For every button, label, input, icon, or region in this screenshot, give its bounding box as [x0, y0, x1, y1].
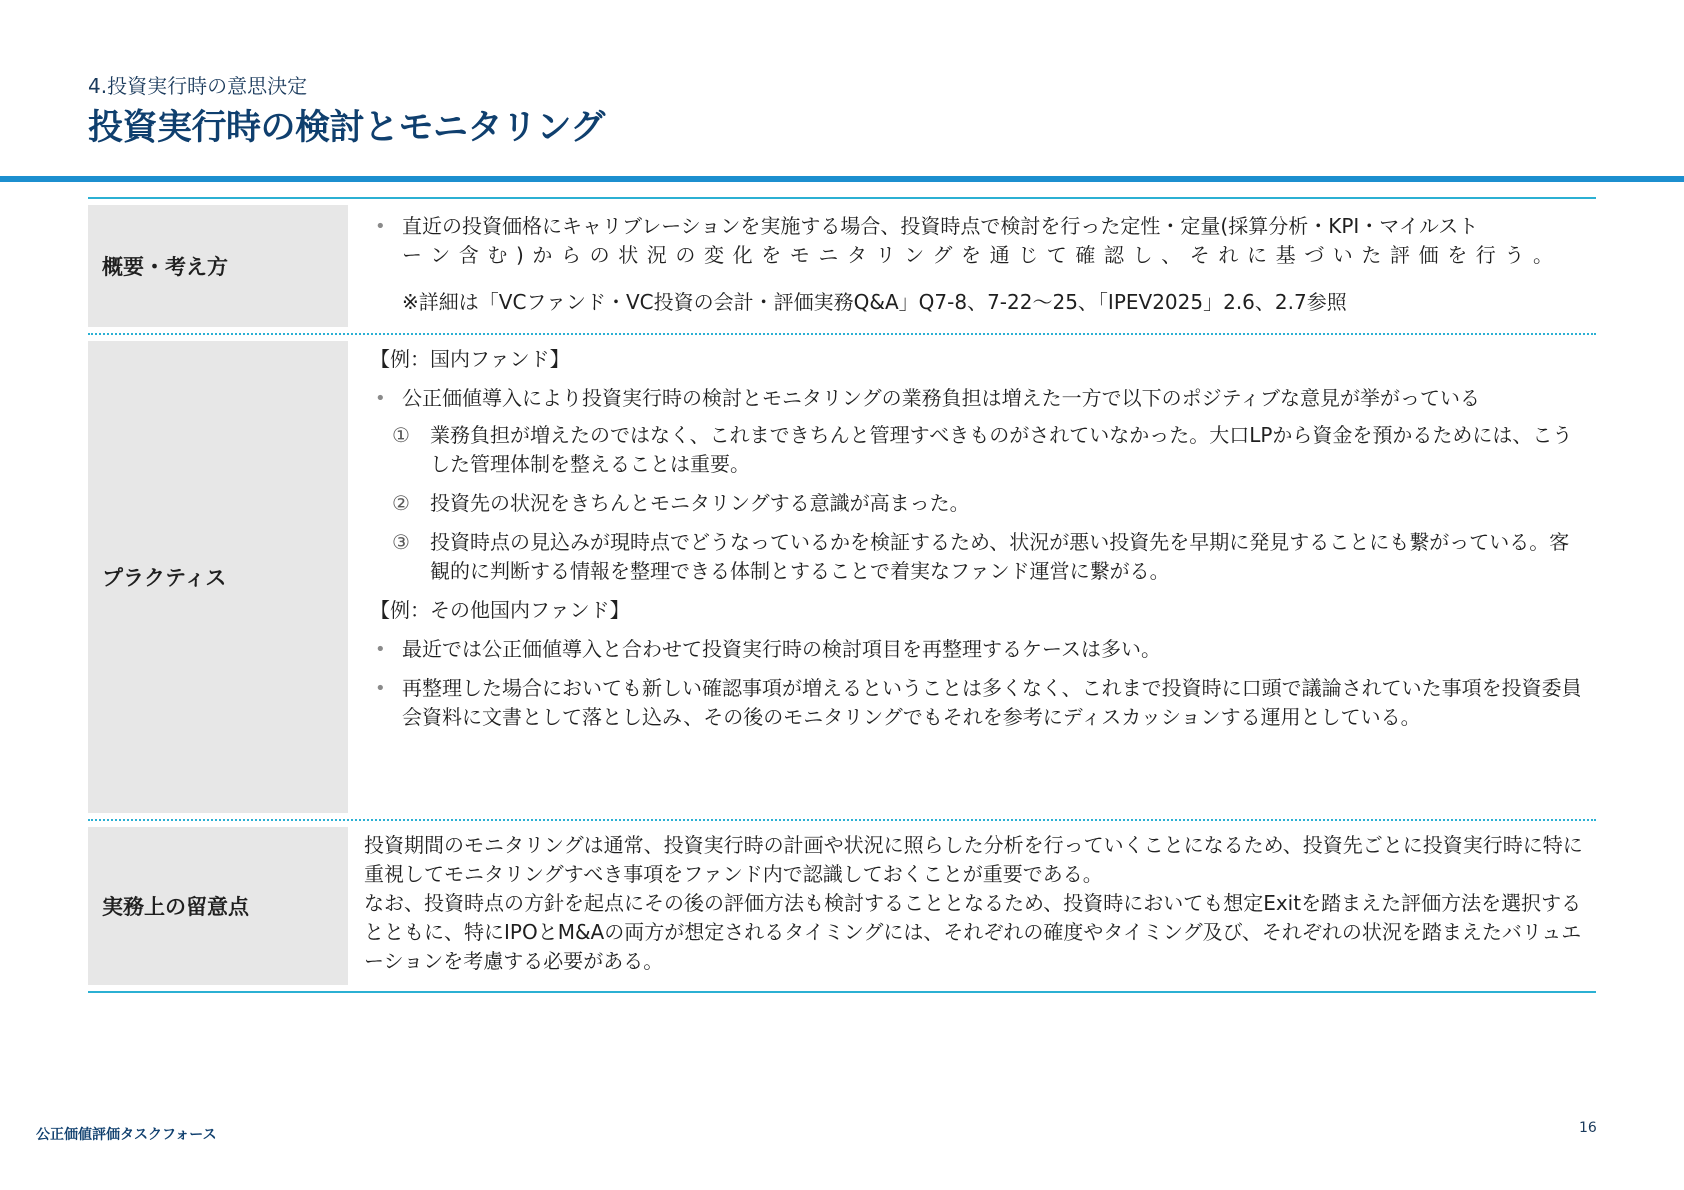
- row-body-caution: [348, 821, 1596, 991]
- page-title: 投資実行時の検討とモニタリング: [88, 108, 605, 148]
- numbered-item-3: [370, 528, 1586, 586]
- item-number-1: ①: [392, 423, 410, 447]
- row-body-practice: [348, 335, 1596, 819]
- caution-paragraph-2: なお、投資時点の方針を起点にその後の評価方法も検討することとなるため、投資時においても想定Exitを踏まえた評価方法を選択するとともに、特にIPOとM&Aの両方が想定されるタイミングには、それぞれの確度やタイミング及び、それぞれの状況を踏まえたバリュエーションを考慮する必要がある。: [364, 891, 1582, 973]
- item-text-3: 投資時点の見込みが現時点でどうなっているかを検証するため、状況が悪い投資先を早期に発見することにも繋がっている。客観的に判断する情報を整理できる体制とすることで着実なファンド運営に繋がる。: [430, 530, 1570, 583]
- overview-bullet-line1: • 直近の投資価格にキャリブレーションを実施する場合、投資時点で検討を行った定性・定量(採算分析・KPI・マイルスト: [402, 214, 1479, 238]
- item-number-3: ③: [392, 530, 410, 554]
- example2-bullet-1: • 最近では公正価値導入と合わせて投資実行時の検討項目を再整理するケースは多い。: [370, 635, 1586, 664]
- row-caution: [88, 819, 1596, 991]
- item-number-2: ②: [392, 491, 410, 515]
- row-overview: [88, 199, 1596, 333]
- example1-bullet: • 公正価値導入により投資実行時の検討とモニタリングの業務負担は増えた一方で以下のポジティブな意見が挙がっている: [370, 384, 1586, 413]
- numbered-item-2: [370, 489, 1586, 518]
- example2-bullet-2: • 再整理した場合においても新しい確認事項が増えるということは多くなく、これまで投資時に口頭で議論されていた事項を投資委員会資料に文書として落とし込み、その後のモニタリングでもそれを参考にディスカッションする運用としている。: [370, 674, 1586, 732]
- numbered-item-1: [370, 421, 1586, 479]
- footer-organization: 公正価値評価タスクフォース: [36, 1127, 217, 1143]
- section-label: 4.投資実行時の意思決定: [88, 74, 308, 98]
- item-text-2: 投資先の状況をきちんとモニタリングする意識が高まった。: [430, 491, 970, 515]
- title-divider: [0, 176, 1684, 182]
- overview-reference-note: ※詳細は「VCファンド・VC投資の会計・評価実務Q&A」Q7-8、7-22～25、「IPEV2025」2.6、2.7参照: [402, 290, 1347, 314]
- row-label-caution: 実務上の留意点: [88, 827, 348, 985]
- row-label-practice: プラクティス: [88, 341, 348, 813]
- row-practice: [88, 333, 1596, 819]
- row-label-overview: 概要・考え方: [88, 205, 348, 327]
- example2-heading: 【例：その他国内ファンド】: [370, 598, 630, 622]
- content-table: [88, 197, 1596, 993]
- overview-bullet-line2: ーン含む)からの状況の変化をモニタリングを通じて確認し、それに基づいた評価を行う。: [402, 243, 1562, 267]
- caution-paragraph-1: 投資期間のモニタリングは通常、投資実行時の計画や状況に照らした分析を行っていくことになるため、投資先ごとに投資実行時に特に重視してモニタリングすべき事項をファンド内で認識しておくことが重要である。: [364, 833, 1583, 886]
- page-number: 16: [1579, 1120, 1597, 1136]
- item-text-1: 業務負担が増えたのではなく、これまできちんと管理すべきものがされていなかった。大口LPから資金を預かるためには、こうした管理体制を整えることは重要。: [430, 423, 1573, 476]
- row-body-overview: [348, 199, 1596, 333]
- example1-heading: 【例：国内ファンド】: [370, 347, 570, 371]
- overview-bullet: [370, 212, 1586, 270]
